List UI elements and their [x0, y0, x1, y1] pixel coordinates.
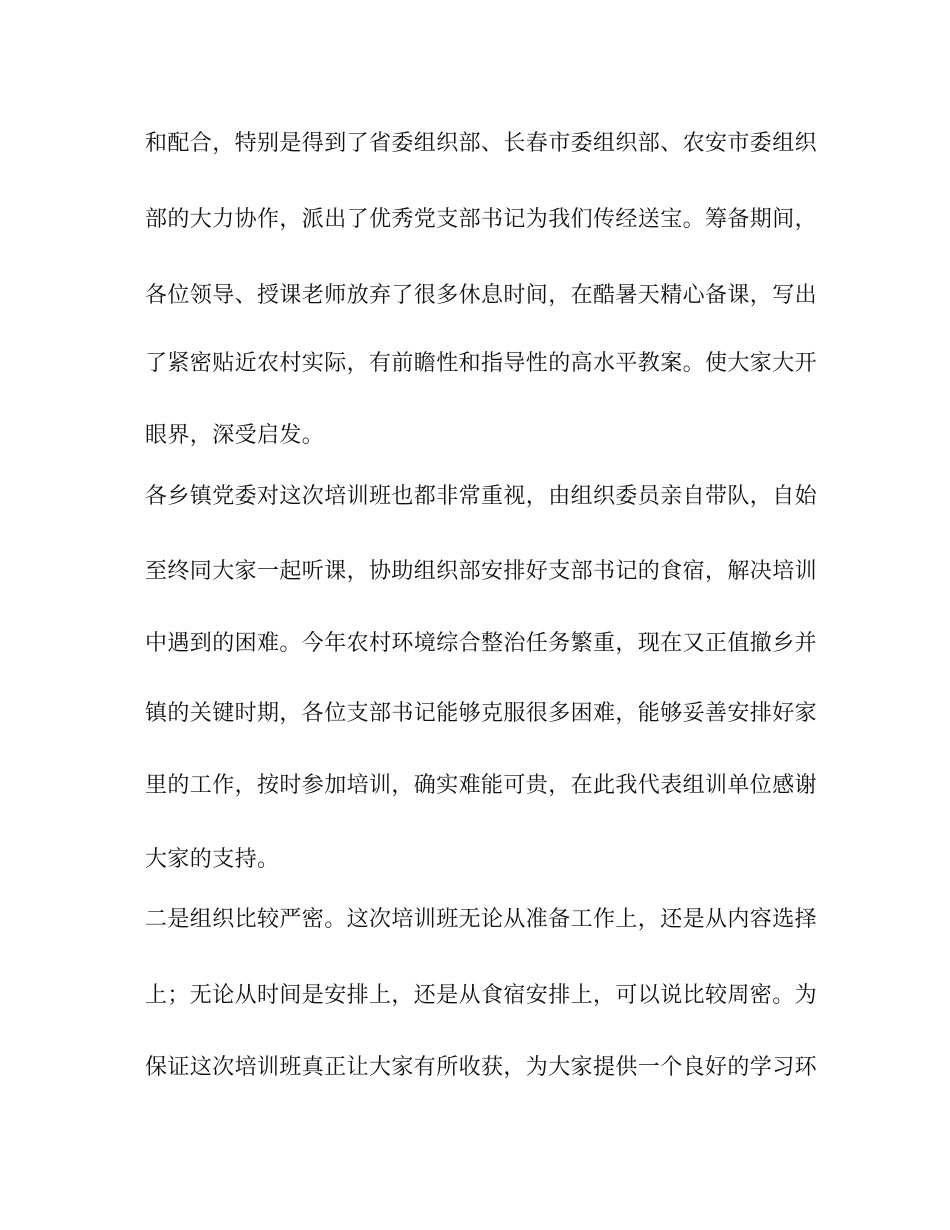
paragraph-1-line-2: 部的大力协作，派出了优秀党支部书记为我们传经送宝。筹备期间， — [145, 207, 818, 232]
paragraph-1-line-4: 了紧密贴近农村实际，有前瞻性和指导性的高水平教案。使大家大开 — [145, 351, 818, 376]
paragraph-1-line-5: 眼界，深受启发。 — [145, 423, 325, 448]
paragraph-2-line-5: 里的工作，按时参加培训，确实难能可贵，在此我代表组训单位感谢 — [145, 773, 818, 798]
paragraph-3-line-2: 上；无论从时间是安排上，还是从食宿安排上，可以说比较周密。为 — [145, 983, 818, 1008]
paragraph-3-line-1: 二是组织比较严密。这次培训班无论从准备工作上，还是从内容选择 — [145, 907, 818, 932]
paragraph-1-line-1: 和配合，特别是得到了省委组织部、长春市委组织部、农安市委组织 — [145, 131, 818, 156]
paragraph-2-line-3: 中遇到的困难。今年农村环境综合整治任务繁重，现在又正值撤乡并 — [145, 631, 818, 656]
paragraph-3-line-3: 保证这次培训班真正让大家有所收获，为大家提供一个良好的学习环 — [145, 1055, 818, 1080]
paragraph-2-line-4: 镇的关键时期，各位支部书记能够克服很多困难，能够妥善安排好家 — [145, 701, 818, 726]
paragraph-1-line-3: 各位领导、授课老师放弃了很多休息时间，在酷暑天精心备课，写出 — [145, 283, 818, 308]
paragraph-2-line-1: 各乡镇党委对这次培训班也都非常重视，由组织委员亲自带队，自始 — [145, 484, 818, 509]
paragraph-2-line-2: 至终同大家一起听课，协助组织部安排好支部书记的食宿，解决培训 — [145, 559, 818, 584]
paragraph-2-line-6: 大家的支持。 — [145, 847, 280, 872]
